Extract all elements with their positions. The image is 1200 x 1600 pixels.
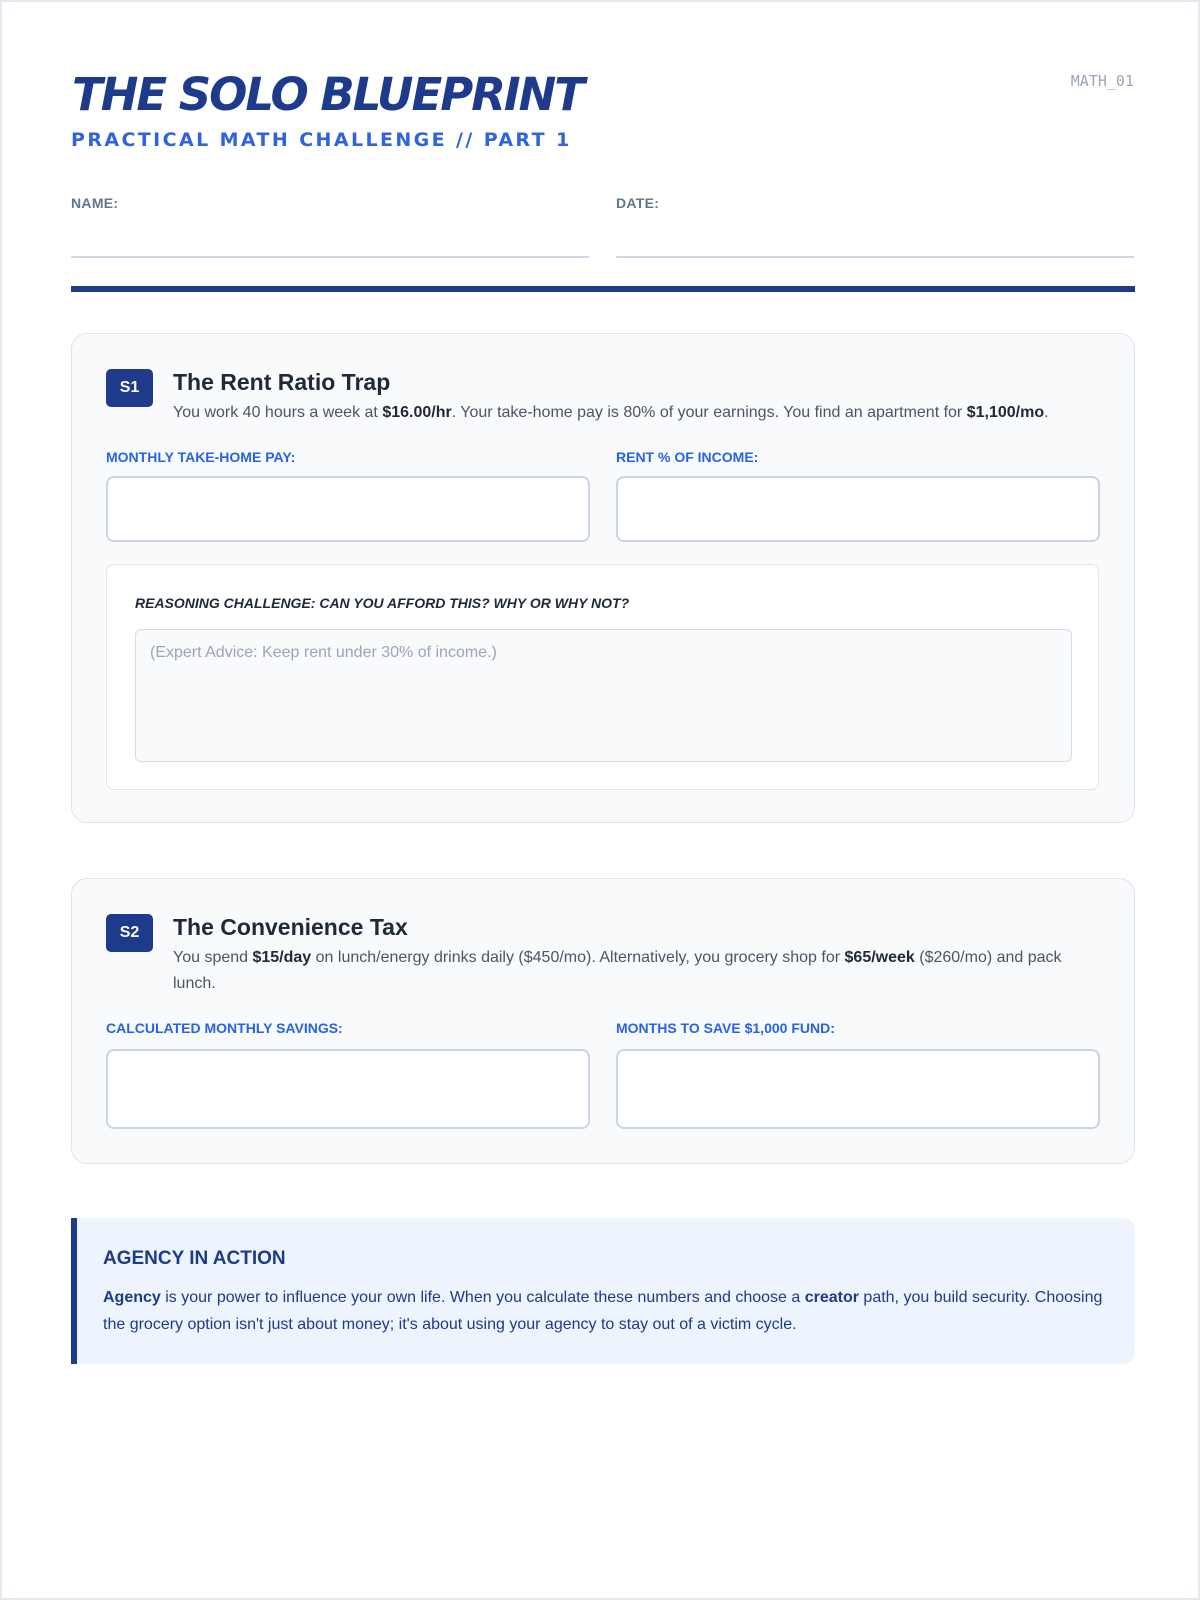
- section-description: You work 40 hours a week at $16.00/hr. Your take-home pay is 80% of your earnings. You find an apartment for $1,100/mo.: [173, 404, 1049, 421]
- name-field[interactable]: [71, 256, 589, 258]
- months-to-save-input[interactable]: [616, 1049, 1100, 1129]
- header-divider: [71, 286, 1135, 292]
- rent-percent-label: RENT % OF INCOME:: [616, 449, 759, 465]
- monthly-savings-input[interactable]: [106, 1049, 590, 1129]
- worksheet-subtitle: PRACTICAL MATH CHALLENGE // PART 1: [71, 129, 572, 151]
- rent-percent-input[interactable]: [616, 476, 1100, 542]
- date-label: DATE:: [616, 195, 660, 211]
- section-badge: S2: [106, 914, 153, 952]
- agency-callout: [71, 1218, 1135, 1364]
- section-title: The Convenience Tax: [173, 914, 408, 940]
- take-home-pay-input[interactable]: [106, 476, 590, 542]
- months-to-save-label: MONTHS TO SAVE $1,000 FUND:: [616, 1020, 835, 1036]
- monthly-savings-label: CALCULATED MONTHLY SAVINGS:: [106, 1020, 343, 1036]
- take-home-pay-label: MONTHLY TAKE-HOME PAY:: [106, 449, 296, 465]
- section-card-convenience-tax: [71, 878, 1135, 1164]
- agency-text: Agency is your power to influence your own life. When you calculate these numbers and choose a creator path, you build security. Choosing the grocery option isn't just about money; it's about using your agency to stay out of a victim cycle.: [103, 1289, 1103, 1333]
- worksheet-title: THE SOLO BLUEPRINT: [72, 68, 583, 121]
- section-title: The Rent Ratio Trap: [173, 369, 391, 395]
- section-card-rent-ratio: [71, 333, 1135, 823]
- reasoning-challenge-label: REASONING CHALLENGE: CAN YOU AFFORD THIS? WHY OR WHY NOT?: [135, 595, 630, 611]
- reasoning-answer-textarea[interactable]: [135, 629, 1072, 762]
- section-description: You spend $15/day on lunch/energy drinks daily ($450/mo). Alternatively, you grocery shop for $65/week ($260/mo) and pack lunch.: [173, 949, 1062, 992]
- reasoning-panel: [106, 564, 1099, 790]
- date-field[interactable]: [616, 256, 1134, 258]
- name-label: NAME:: [71, 195, 119, 211]
- section-badge: S1: [106, 369, 153, 407]
- document-code: MATH_01: [1070, 72, 1134, 90]
- agency-title: AGENCY IN ACTION: [103, 1248, 286, 1269]
